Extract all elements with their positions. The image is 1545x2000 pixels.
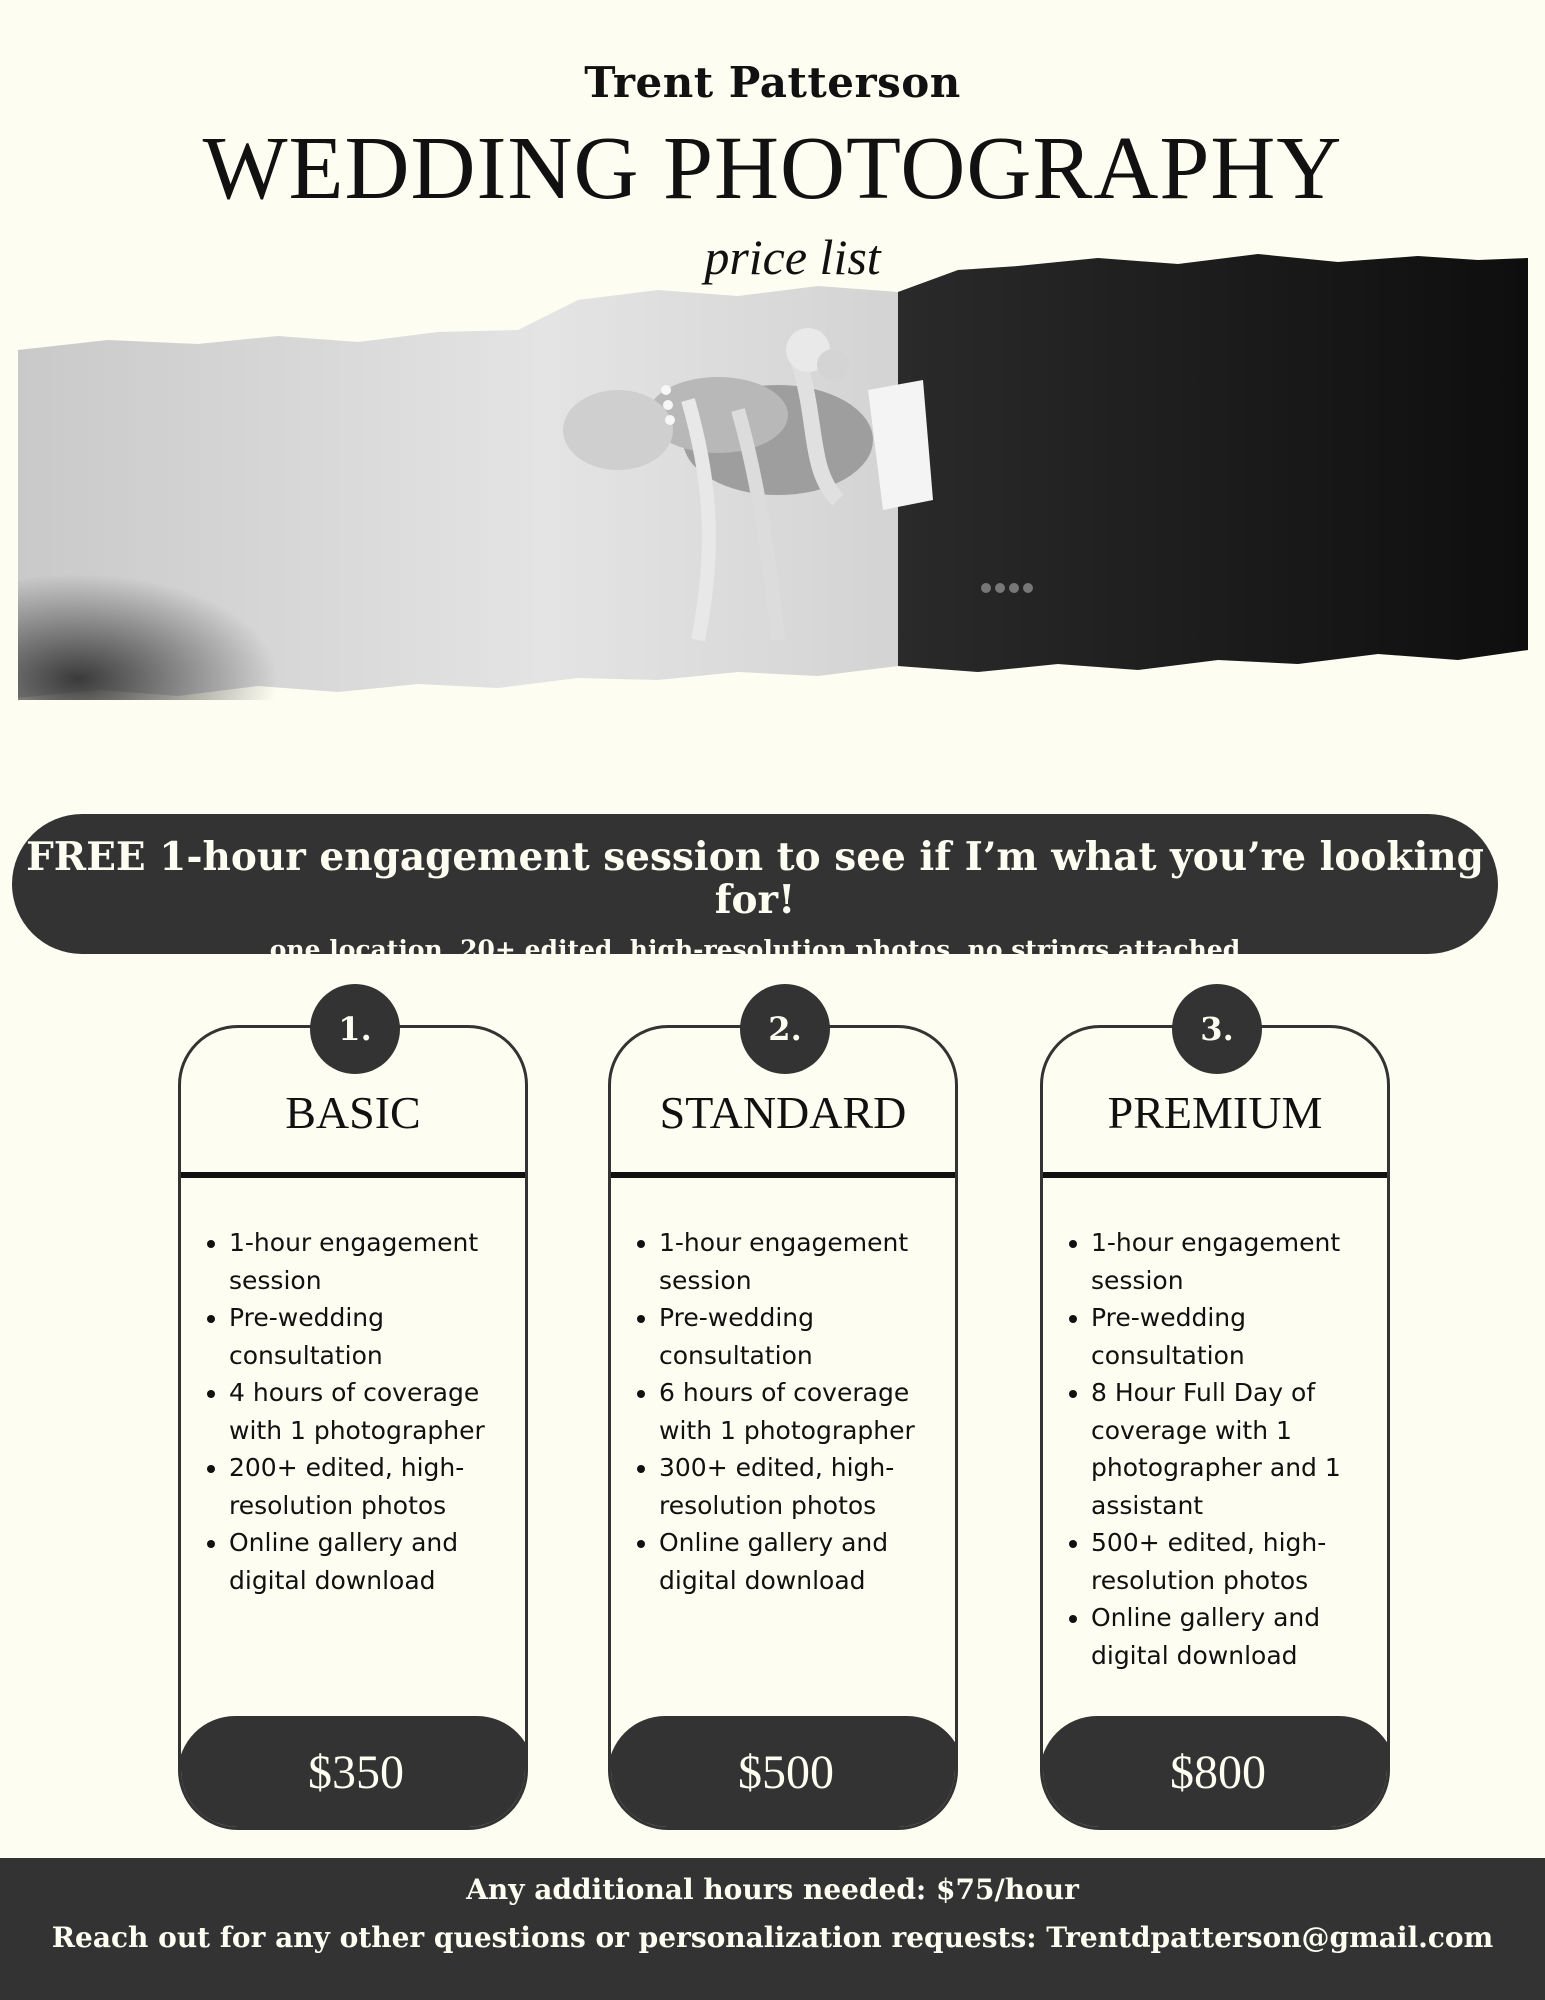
promo-details: one location, 20+ edited, high-resolution photos, no strings attached [269, 934, 1241, 964]
price-label: $800 [1040, 1716, 1390, 1830]
feature-item: • Pre-wedding consultation [1091, 1299, 1383, 1374]
page-subtitle: price list [704, 229, 881, 285]
feature-item: • 1-hour engagement session [1091, 1224, 1383, 1299]
price-label: $350 [178, 1716, 528, 1830]
promo-banner [12, 814, 1498, 964]
additional-hours-note: Any additional hours needed: $75/hour [466, 1873, 1079, 1906]
photographer-name: Trent Patterson [584, 58, 961, 107]
promo-headline: FREE 1-hour engagement session to see if I’m what you’re looking for! [26, 834, 1484, 923]
feature-item: • Online gallery and digital download [1091, 1599, 1383, 1674]
feature-item: • 500+ edited, high-resolution photos [1091, 1524, 1383, 1599]
package-name: BASIC [285, 1087, 421, 1138]
feature-list [621, 1224, 951, 1599]
feature-item: • 8 Hour Full Day of coverage with 1 photographer and 1 assistant [1091, 1374, 1383, 1524]
package-name: STANDARD [659, 1087, 907, 1138]
divider [1043, 1172, 1387, 1178]
price-label: $500 [608, 1716, 958, 1830]
feature-item: • 6 hours of coverage with 1 photographer [659, 1374, 951, 1449]
feature-item: • 1-hour engagement session [229, 1224, 521, 1299]
package-card-basic [178, 1025, 528, 1830]
feature-item: • 300+ edited, high-resolution photos [659, 1449, 951, 1524]
package-card-premium [1040, 1025, 1390, 1830]
divider [611, 1172, 955, 1178]
feature-item: • Online gallery and digital download [659, 1524, 951, 1599]
package-name: PREMIUM [1107, 1087, 1323, 1138]
feature-item: • 1-hour engagement session [659, 1224, 951, 1299]
feature-list [1053, 1224, 1383, 1674]
package-number-badge: 3. [1172, 984, 1262, 1074]
page-title: WEDDING PHOTOGRAPHY [202, 119, 1343, 218]
feature-item: • 4 hours of coverage with 1 photographer [229, 1374, 521, 1449]
feature-item: • Pre-wedding consultation [229, 1299, 521, 1374]
hero-photo [18, 240, 1528, 730]
feature-list [191, 1224, 521, 1599]
feature-item: • Pre-wedding consultation [659, 1299, 951, 1374]
feature-item: • Online gallery and digital download [229, 1524, 521, 1599]
footer [0, 1858, 1545, 2000]
package-card-standard [608, 1025, 958, 1830]
feature-item: • 200+ edited, high-resolution photos [229, 1449, 521, 1524]
divider [181, 1172, 525, 1178]
contact-note: Reach out for any other questions or personalization requests: Trentdpatterson@gmail.com [51, 1921, 1494, 1955]
package-number-badge: 1. [310, 984, 400, 1074]
package-number-badge: 2. [740, 984, 830, 1074]
